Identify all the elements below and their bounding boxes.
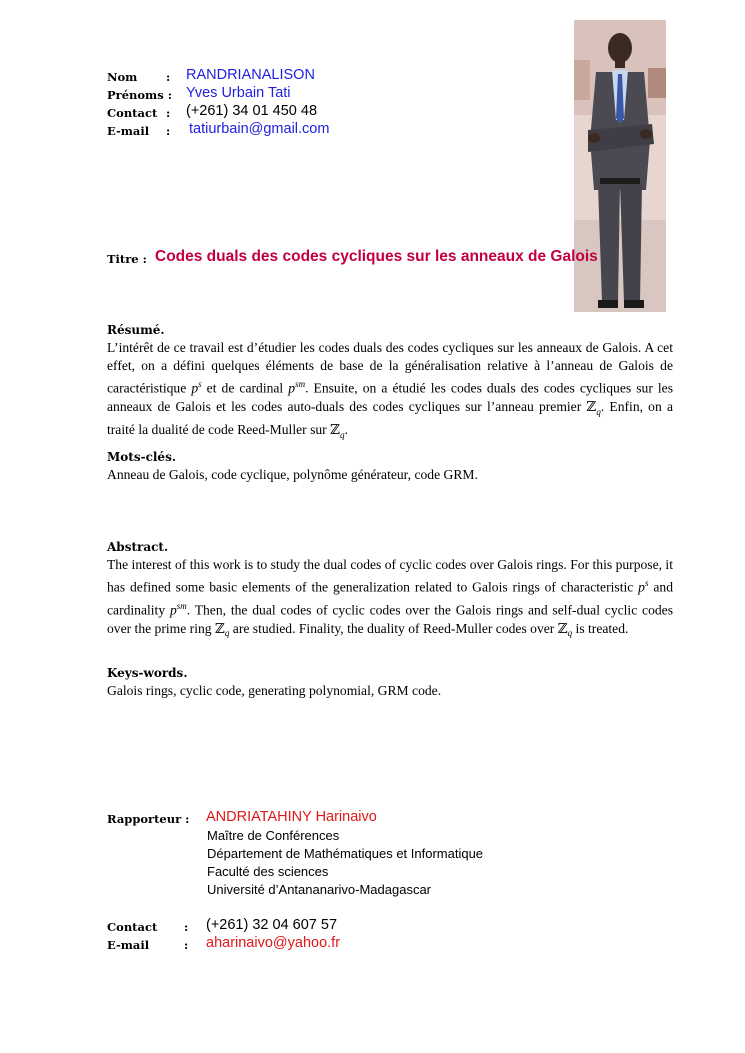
keywords-heading: Keys-words. <box>107 666 188 680</box>
nom-colon: : <box>166 70 171 84</box>
student-contact: (+261) 34 01 450 48 <box>186 103 318 119</box>
student-prenoms: Yves Urbain Tati <box>186 85 291 101</box>
rapporteur-contact-label: Contact <box>107 920 158 934</box>
contact-colon: : <box>166 106 171 120</box>
rapporteur-title: Maître de Conférences <box>207 828 340 843</box>
email-label: E-mail <box>107 124 150 138</box>
rapporteur-email[interactable]: aharinaivo@yahoo.fr <box>206 935 341 951</box>
rapporteur-faculty: Faculté des sciences <box>207 864 329 879</box>
mots-cles-text: Anneau de Galois, code cyclique, polynôme générateur, code GRM. <box>107 467 478 482</box>
prenoms-label: Prénoms : <box>107 88 172 102</box>
titre-label: Titre : <box>107 252 147 266</box>
abstract-paragraph: The interest of this work is to study the dual codes of cyclic codes over Galois rings. For this purpose, it has defined some basic elements of the generalization related to Galois rings of characteristic $p^s$ and cardinality $p^{sm}$. Then, the dual codes of cyclic codes over the Galois rings and self-dual cyclic codes over the prime ring ℤ$_q$ are studied. Finality, the duality of Reed-Muller codes over ℤ$_q$ is treated. <box>107 557 673 639</box>
rapporteur-university: Université d’Antananarivo-Madagascar <box>207 882 432 897</box>
rapporteur-contact: (+261) 32 04 607 57 <box>206 917 338 933</box>
student-email[interactable]: tatiurbain@gmail.com <box>189 121 330 137</box>
rapporteur-name: ANDRIATAHINY Harinaivo <box>206 809 377 825</box>
nom-label: Nom <box>107 70 138 84</box>
keywords-text: Galois rings, cyclic code, generating polynomial, GRM code. <box>107 683 442 698</box>
student-nom: RANDRIANALISON <box>186 67 315 83</box>
rapporteur-department: Département de Mathématiques et Informatique <box>207 846 484 861</box>
rapporteur-email-label: E-mail <box>107 938 150 952</box>
rapporteur-label: Rapporteur : <box>107 812 190 826</box>
resume-paragraph: L’intérêt de ce travail est d’étudier les codes duals des codes cycliques sur les anneaux de Galois. A cet effet, on a défini quelques éléments de base de la généralisation relative à l’anneau de Galois de caractéristique $p^s$ et de cardinal $p^{sm}$. Ensuite, on a étudié les codes duals des codes cycliques sur les anneaux de Galois et les codes auto-duals des codes cycliques sur l’anneau premier ℤ$_q$. Enfin, on a traité la dualité de code Reed-Muller sur ℤ$_q$. <box>107 340 674 440</box>
rapporteur-email-colon: : <box>184 938 189 952</box>
rapporteur-contact-colon: : <box>184 920 189 934</box>
contact-label: Contact <box>107 106 158 120</box>
resume-heading: Résumé. <box>107 323 165 337</box>
abstract-heading: Abstract. <box>107 540 169 554</box>
thesis-title: Codes duals des codes cycliques sur les anneaux de Galois <box>155 248 598 265</box>
email-colon: : <box>166 124 171 138</box>
mots-cles-heading: Mots-clés. <box>107 450 176 464</box>
student-photo <box>574 20 666 312</box>
